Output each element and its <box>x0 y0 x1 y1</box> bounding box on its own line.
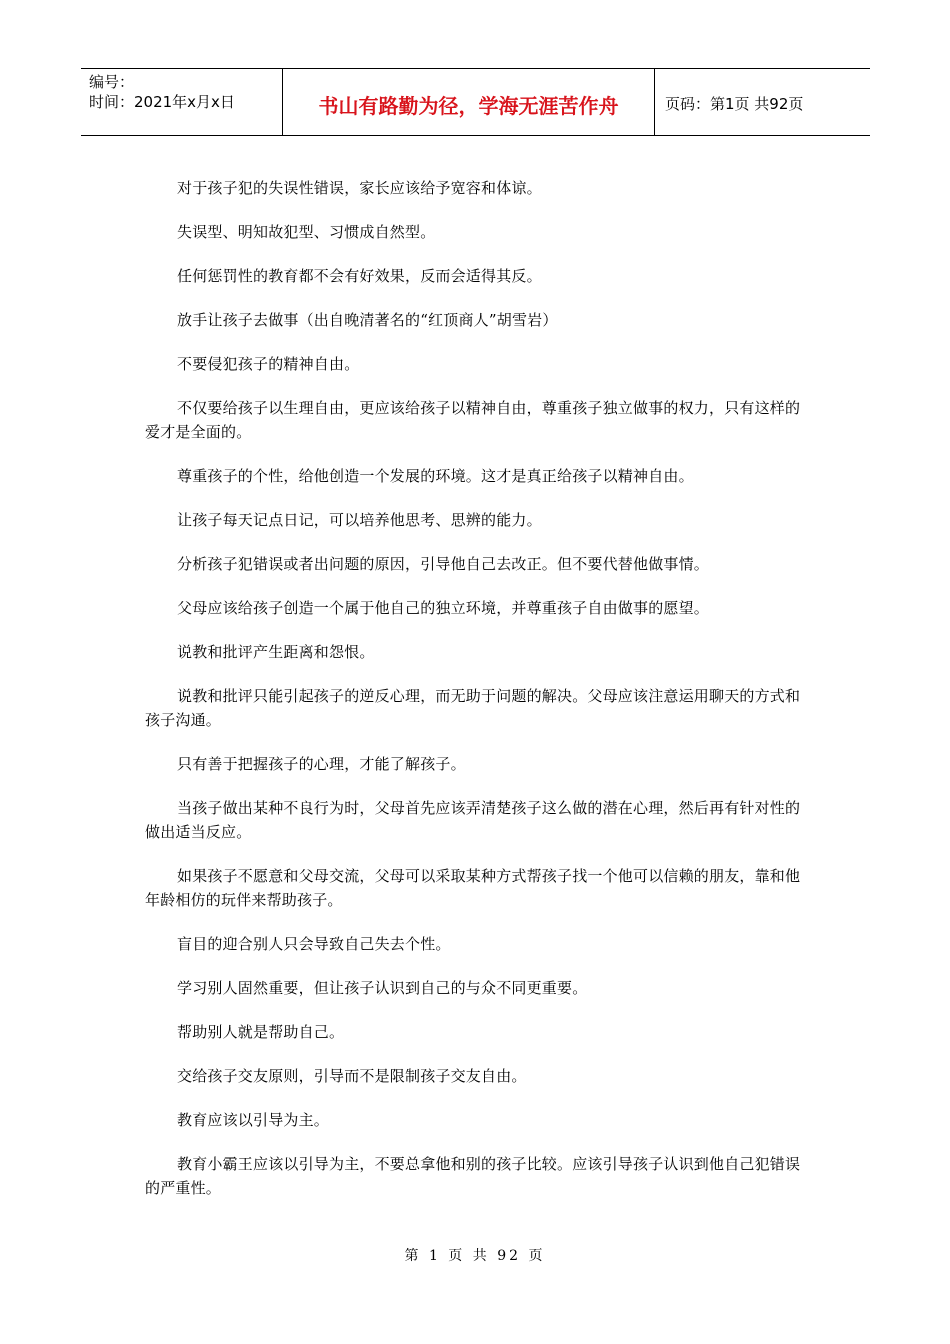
document-date: 时间：2021年x月x日 <box>89 93 235 111</box>
paragraph: 说教和批评产生距离和怨恨。 <box>177 643 375 661</box>
paragraph: 任何惩罚性的教育都不会有好效果，反而会适得其反。 <box>177 267 542 285</box>
document-number-label: 编号： <box>89 73 135 91</box>
paragraph: 父母应该给孩子创造一个属于他自己的独立环境，并尊重孩子自由做事的愿望。 <box>177 599 710 617</box>
header-page-info: 页码：第1页 共92页 <box>665 94 804 113</box>
paragraph: 放手让孩子去做事（出自晚清著名的“红顶商人”胡雪岩） <box>177 311 558 329</box>
paragraph: 失误型、明知故犯型、习惯成自然型。 <box>177 223 436 241</box>
page-header <box>81 68 870 136</box>
paragraph: 教育应该以引导为主。 <box>177 1111 330 1129</box>
paragraph: 教育小霸王应该以引导为主，不要总拿他和别的孩子比较。应该引导孩子认识到他自己犯错误的严重性。 <box>145 1155 801 1197</box>
paragraph: 只有善于把握孩子的心理，才能了解孩子。 <box>177 755 466 773</box>
paragraph: 说教和批评只能引起孩子的逆反心理，而无助于问题的解决。父母应该注意运用聊天的方式和孩子沟通。 <box>145 687 801 729</box>
paragraph: 当孩子做出某种不良行为时，父母首先应该弄清楚孩子这么做的潜在心理，然后再有针对性的做出适当反应。 <box>145 799 801 841</box>
paragraph: 分析孩子犯错误或者出问题的原因，引导他自己去改正。但不要代替他做事情。 <box>177 555 710 573</box>
paragraph: 不仅要给孩子以生理自由，更应该给孩子以精神自由，尊重孩子独立做事的权力，只有这样的爱才是全面的。 <box>145 399 801 441</box>
paragraph: 让孩子每天记点日记，可以培养他思考、思辨的能力。 <box>177 511 542 529</box>
page-footer: 第 1 页 共 92 页 <box>404 1248 546 1264</box>
paragraph: 盲目的迎合别人只会导致自己失去个性。 <box>177 935 451 953</box>
document-body <box>145 176 805 1220</box>
paragraph: 学习别人固然重要，但让孩子认识到自己的与众不同更重要。 <box>177 979 588 997</box>
paragraph: 对于孩子犯的失误性错误，家长应该给予宽容和体谅。 <box>177 179 542 197</box>
paragraph: 尊重孩子的个性，给他创造一个发展的环境。这才是真正给孩子以精神自由。 <box>177 467 694 485</box>
paragraph: 如果孩子不愿意和父母交流，父母可以采取某种方式帮孩子找一个他可以信赖的朋友，靠和他年龄相仿的玩伴来帮助孩子。 <box>145 867 801 909</box>
paragraph: 不要侵犯孩子的精神自由。 <box>177 355 360 373</box>
header-motto: 书山有路勤为径，学海无涯苦作舟 <box>283 69 655 135</box>
header-meta <box>81 69 283 135</box>
paragraph: 交给孩子交友原则，引导而不是限制孩子交友自由。 <box>177 1067 527 1085</box>
paragraph: 帮助别人就是帮助自己。 <box>177 1023 345 1041</box>
